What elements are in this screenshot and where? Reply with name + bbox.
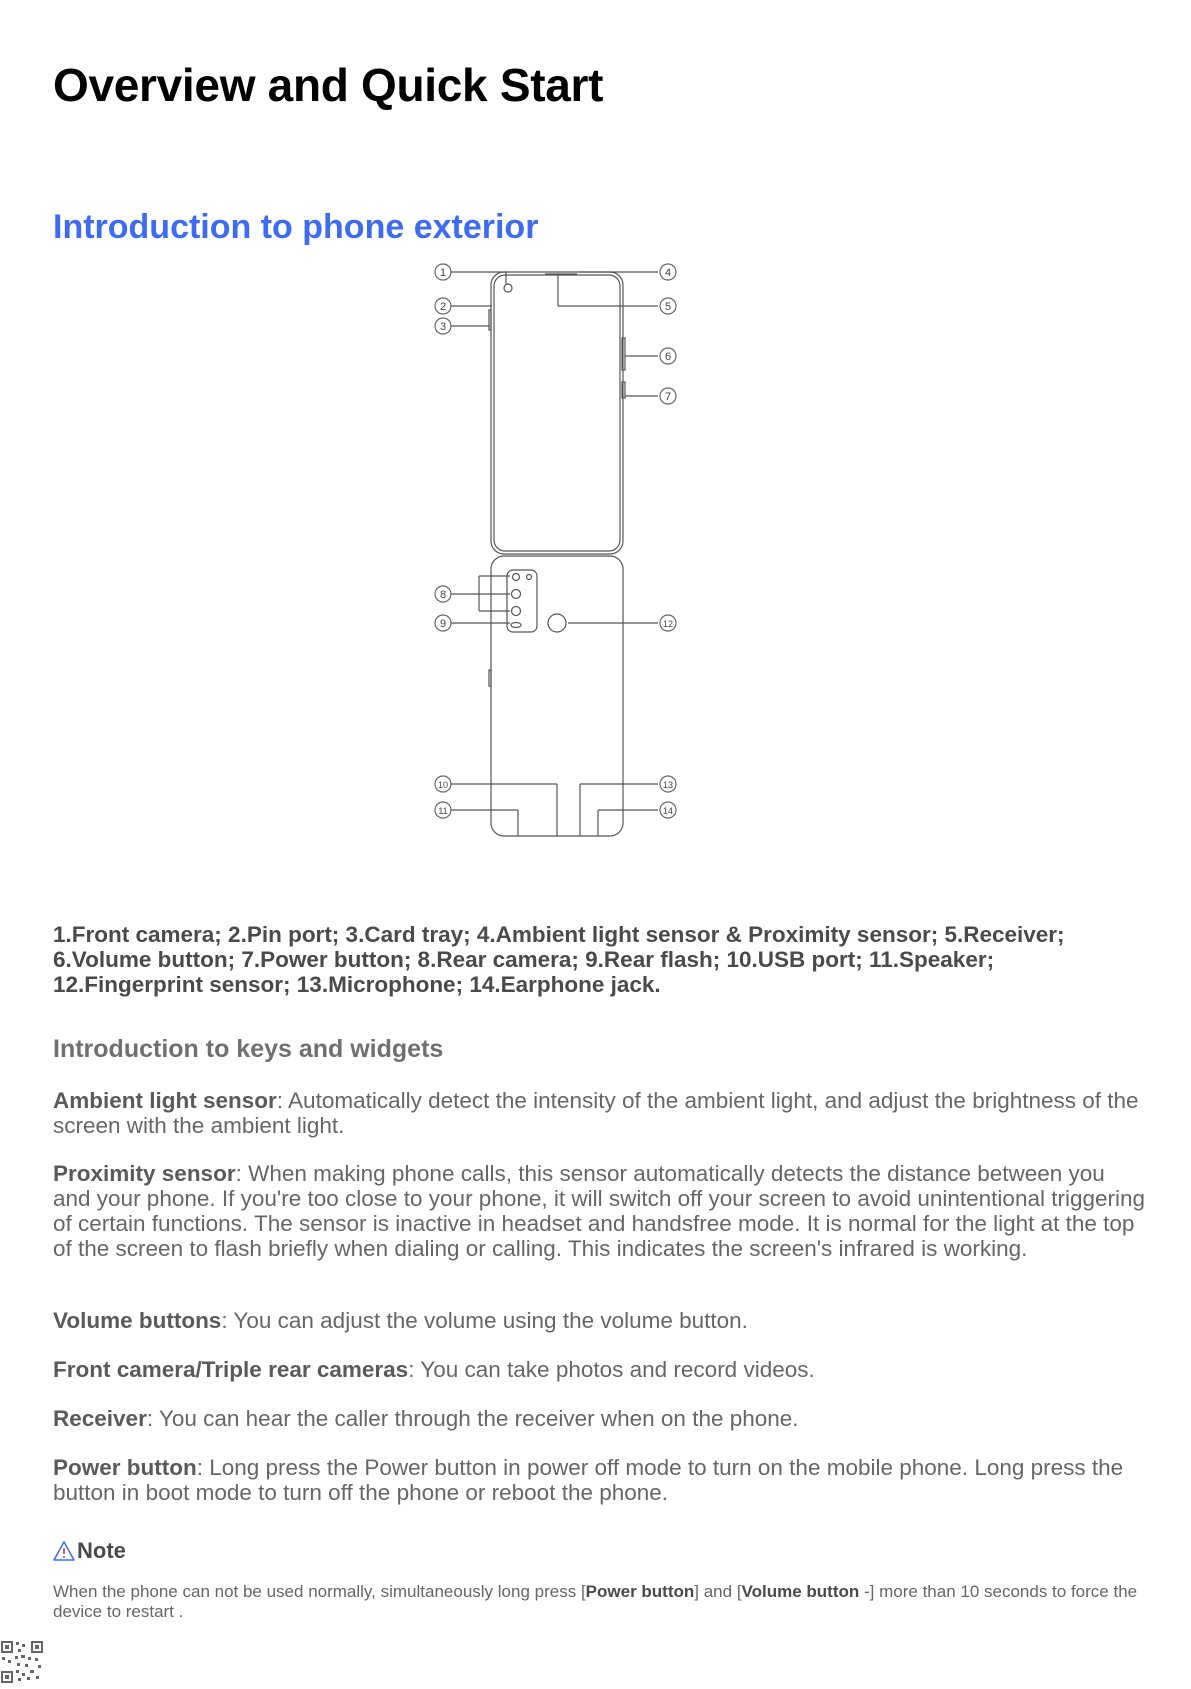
callout-label-2: 2 bbox=[439, 301, 447, 313]
qr-code bbox=[0, 1640, 44, 1684]
note-key-power: Power button bbox=[585, 1582, 695, 1601]
key-item-volume bbox=[53, 1308, 1148, 1333]
note-heading bbox=[53, 1538, 126, 1564]
key-term: Volume buttons bbox=[53, 1308, 222, 1333]
callout-label-6: 6 bbox=[664, 351, 672, 363]
section-title-phone-exterior: Introduction to phone exterior bbox=[53, 208, 539, 246]
callout-label-13: 13 bbox=[662, 780, 674, 790]
key-item-ambient-light bbox=[53, 1088, 1148, 1138]
key-desc: : You can hear the caller through the receiver when on the phone. bbox=[146, 1406, 799, 1431]
key-term: Receiver bbox=[53, 1406, 147, 1431]
callout-label-11: 11 bbox=[438, 806, 448, 816]
callout-label-14: 14 bbox=[662, 806, 674, 816]
callout-label-9: 9 bbox=[439, 618, 447, 630]
callout-label-3: 3 bbox=[439, 321, 447, 333]
key-item-receiver bbox=[53, 1406, 1148, 1431]
callout-label-5: 5 bbox=[664, 301, 672, 313]
note-key-volume: Volume button bbox=[741, 1582, 860, 1601]
note-pre: When the phone can not be used normally, simultaneously long press [ bbox=[53, 1582, 586, 1601]
callout-label-8: 8 bbox=[439, 589, 447, 601]
callout-label-4: 4 bbox=[664, 267, 672, 279]
key-term: Power button bbox=[53, 1455, 197, 1480]
callout-label-12: 12 bbox=[662, 619, 674, 629]
key-desc: : Long press the Power button in power off mode to turn on the mobile phone. Long press the button in boot mode to turn off the phone or reboot the phone. bbox=[53, 1455, 1124, 1505]
note-post: -] more than 10 seconds to force the device to restart . bbox=[53, 1582, 1138, 1621]
key-item-cameras bbox=[53, 1357, 1148, 1382]
callout-label-10: 10 bbox=[437, 780, 449, 790]
subsection-title-keys: Introduction to keys and widgets bbox=[53, 1035, 444, 1063]
callout-label-1: 1 bbox=[439, 267, 447, 279]
key-item-power bbox=[53, 1455, 1148, 1505]
diagram-legend: 1.Front camera; 2.Pin port; 3.Card tray; 4.Ambient light sensor & Proximity sensor; 5.Receiver; 6.Volume button; 7.Power button; 8.Rear camera; 9.Rear flash; 10.USB port; 11.Speaker; 12.Fingerprint sensor; 13.Microphone; 14.Earphone jack. bbox=[53, 922, 1065, 997]
key-item-proximity bbox=[53, 1161, 1148, 1261]
key-desc: : When making phone calls, this sensor automatically detects the distance between you and your phone. If you're too close to your phone, it will switch off your screen to avoid unintentional triggering of certain functions. The sensor is inactive in headset and handsfree mode. It is normal for the light at the top of the screen to flash briefly when dialing or calling. This indicates the screen's infrared is working. bbox=[53, 1161, 1146, 1261]
key-desc: : You can take photos and record videos. bbox=[408, 1357, 815, 1382]
key-term: Proximity sensor bbox=[53, 1161, 236, 1186]
note-text bbox=[53, 1582, 1148, 1622]
phone-front-drawing bbox=[450, 272, 658, 554]
page-title: Overview and Quick Start bbox=[53, 59, 604, 111]
key-desc: : Automatically detect the intensity of the ambient light, and adjust the brightness of the screen with the ambient light. bbox=[53, 1088, 1139, 1138]
note-mid: ] and [ bbox=[694, 1582, 742, 1601]
callout-label-7: 7 bbox=[664, 391, 672, 403]
key-term: Ambient light sensor bbox=[53, 1088, 277, 1113]
key-term: Front camera/Triple rear cameras bbox=[53, 1357, 409, 1382]
phone-back-drawing bbox=[450, 556, 658, 836]
phone-exterior-diagram bbox=[437, 267, 760, 910]
note-label: Note bbox=[77, 1538, 126, 1563]
key-desc: : You can adjust the volume using the volume button. bbox=[221, 1308, 748, 1333]
warning-icon bbox=[53, 1541, 75, 1561]
